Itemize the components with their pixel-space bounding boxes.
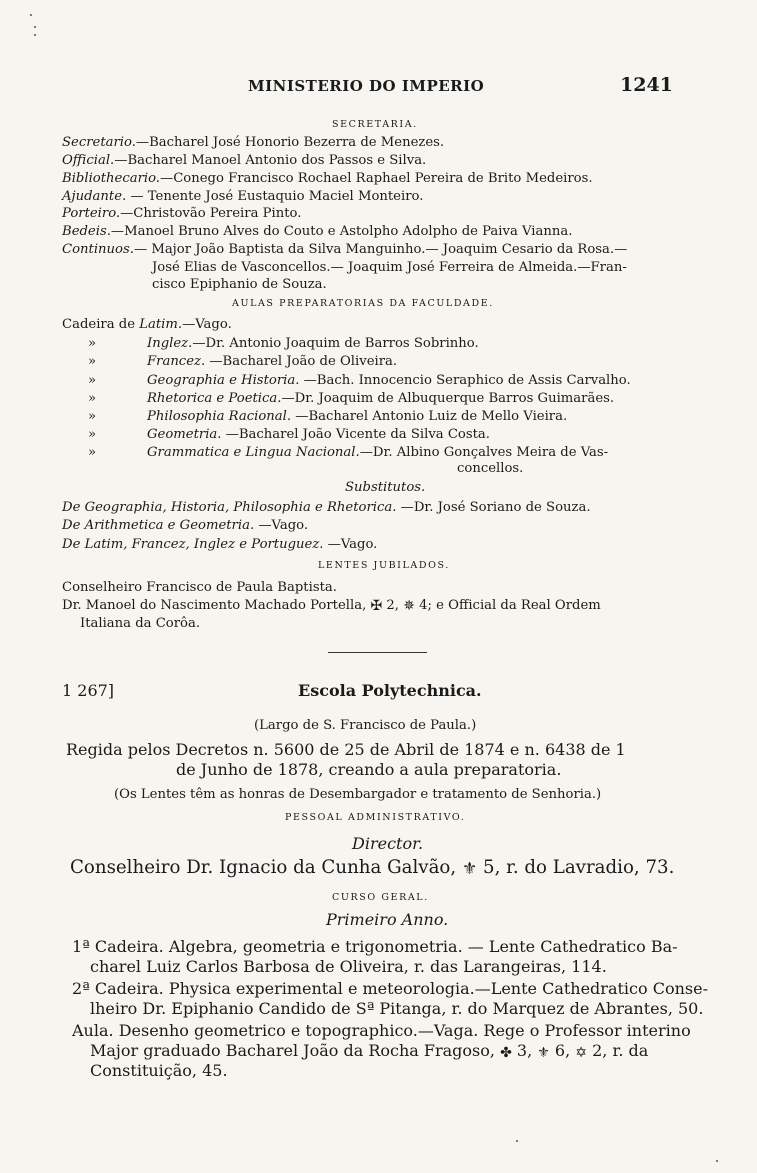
staff-text: —Conego Francisco Rochael Raphael Pereira de Brito Medeiros. — [160, 171, 593, 186]
cadeira-subject: Latim. — [139, 317, 183, 332]
order-value: 3, — [516, 1041, 533, 1060]
course-entry-continuation — [90, 1041, 648, 1061]
cadeira-continuation: concellos. — [457, 461, 524, 476]
substituto-entry — [62, 537, 377, 552]
jubilado-continuation: Italiana da Corôa. — [80, 616, 201, 631]
cadeira-text: —Bacharel João de Oliveira. — [205, 354, 398, 369]
substituto-text: —Dr. José Soriano de Souza. — [396, 500, 591, 515]
course-entry: 2ª Cadeira. Physica experimental e meteorologia.—Lente Cathedratico Conse- — [72, 979, 708, 998]
print-speck — [30, 14, 32, 16]
running-header-title: MINISTERIO DO IMPERIO — [248, 77, 485, 95]
staff-entry-continuation: cisco Epiphanio de Souza. — [152, 277, 327, 292]
staff-role: Porteiro. — [62, 206, 121, 221]
staff-text: —Bacharel Manoel Antonio dos Passos e Silva. — [114, 153, 427, 168]
regulation-text: Regida pelos Decretos n. 5600 de 25 de Abril de 1874 e n. 6438 de 1 — [66, 740, 626, 759]
cadeira-subject: Francez. — [147, 354, 206, 369]
cadeira-text: —Dr. Albino Gonçalves Meira de Vas- — [359, 445, 609, 460]
jubilado-entry: Conselheiro Francisco de Paula Baptista. — [62, 580, 337, 595]
section-heading-jubilados: LENTES JUBILADOS. — [318, 560, 450, 571]
director-entry — [70, 857, 674, 879]
cadeira-subject: Philosophia Racional. — [147, 409, 292, 424]
staff-role: Continuos. — [62, 242, 134, 257]
cadeira-entry — [147, 391, 614, 406]
page-number: 1241 — [620, 74, 673, 96]
staff-entry — [62, 242, 627, 257]
course-entry-continuation: Constituição, 45. — [90, 1061, 228, 1080]
order-star-icon: ✵ — [403, 598, 415, 614]
ditto-mark: » — [88, 354, 97, 369]
jubilado-entry — [62, 598, 601, 614]
jubilado-value: 2, — [386, 598, 399, 613]
course-entry: 1ª Cadeira. Algebra, geometria e trigonometria. — Lente Cathedratico Ba- — [72, 937, 678, 956]
staff-text: —Christovão Pereira Pinto. — [120, 206, 302, 221]
section-heading-curso: CURSO GERAL. — [332, 892, 429, 903]
cadeira-text: —Dr. Antonio Joaquim de Barros Sobrinho. — [192, 336, 479, 351]
staff-text: — Major João Baptista da Silva Manguinho.— Joaquim Cesario da Rosa.— — [133, 242, 628, 257]
course-entry-continuation: charel Luiz Carlos Barbosa de Oliveira, r. das Larangeiras, 114. — [90, 957, 607, 976]
cadeira-prefix: Cadeira de — [62, 317, 140, 332]
course-entry-continuation: lheiro Dr. Epiphanio Candido de Sª Pitanga, r. do Marquez de Abrantes, 50. — [90, 999, 704, 1018]
institution-title: Escola Polytechnica. — [298, 681, 482, 700]
order-badge-icon: ⚜ — [461, 859, 478, 879]
cadeira-text: —Bacharel Antonio Luiz de Mello Vieira. — [291, 409, 568, 424]
entry-number: 1 267] — [62, 681, 115, 700]
cadeira-entry — [147, 427, 490, 442]
jubilado-value: 4; e Official da Real Ordem — [419, 598, 601, 613]
cadeira-subject: Geometria. — [147, 427, 222, 442]
institution-address: (Largo de S. Francisco de Paula.) — [254, 718, 477, 733]
ditto-mark: » — [88, 427, 97, 442]
staff-text: — Tenente José Eustaquio Maciel Monteiro. — [126, 189, 424, 204]
staff-text: —Bacharel José Honorio Bezerra de Menezes. — [135, 135, 445, 150]
substituto-subject: De Arithmetica e Geometria. — [62, 518, 255, 533]
substituto-entry — [62, 518, 308, 533]
order-value: 6, — [554, 1041, 571, 1060]
professor-name: Major graduado Bacharel João da Rocha Fragoso, — [90, 1041, 495, 1060]
order-badge-icon: ⚜ — [537, 1045, 550, 1061]
director-heading: Director. — [352, 834, 424, 853]
section-heading-substitutos: Substitutos. — [345, 480, 426, 495]
lentes-note: (Os Lentes têm as honras de Desembargador e tratamento de Senhoria.) — [114, 787, 602, 802]
substituto-subject: De Latim, Francez, Inglez e Portuguez. — [62, 537, 324, 552]
staff-role: Bedeis. — [62, 224, 111, 239]
year-heading: Primeiro Anno. — [326, 910, 449, 929]
ditto-mark: » — [88, 445, 97, 460]
cadeira-entry — [147, 373, 631, 388]
staff-role: Secretario. — [62, 135, 136, 150]
print-speck — [34, 26, 36, 28]
print-speck — [34, 34, 36, 36]
cadeira-subject: Grammatica e Lingua Nacional. — [147, 445, 360, 460]
order-star-icon: ✡ — [575, 1045, 588, 1061]
cadeira-text: —Vago. — [182, 317, 232, 332]
staff-entry-continuation: José Elias de Vasconcellos.— Joaquim José Ferreira de Almeida.—Fran- — [152, 260, 627, 275]
regulation-text: de Junho de 1878, creando a aula preparatoria. — [176, 760, 562, 779]
jubilado-name: Dr. Manoel do Nascimento Machado Portella, — [62, 598, 367, 613]
ditto-mark: » — [88, 336, 97, 351]
staff-entry — [62, 206, 301, 221]
section-heading-secretaria: SECRETARIA. — [332, 119, 418, 130]
cadeira-subject: Geographia e Historia. — [147, 373, 300, 388]
section-heading-pessoal: PESSOAL ADMINISTRATIVO. — [285, 812, 466, 823]
section-heading-aulas: AULAS PREPARATORIAS DA FACULDADE. — [232, 298, 494, 309]
substituto-entry — [62, 500, 591, 515]
substituto-subject: De Geographia, Historia, Philosophia e Rhetorica. — [62, 500, 397, 515]
order-cross-icon: ✤ — [500, 1045, 512, 1061]
section-divider — [328, 652, 427, 653]
staff-entry — [62, 171, 593, 186]
ditto-mark: » — [88, 373, 97, 388]
cadeira-text: —Bacharel João Vicente da Silva Costa. — [221, 427, 490, 442]
order-value: 2, r. da — [592, 1041, 649, 1060]
staff-entry — [62, 224, 572, 239]
cadeira-entry — [147, 409, 567, 424]
cadeira-subject: Rhetorica e Poetica. — [147, 391, 282, 406]
staff-entry — [62, 153, 426, 168]
staff-role: Official. — [62, 153, 115, 168]
director-name: Conselheiro Dr. Ignacio da Cunha Galvão, — [70, 857, 457, 878]
substituto-text: —Vago. — [254, 518, 309, 533]
order-cross-icon: ✠ — [370, 598, 383, 614]
staff-role: Bibliothecario. — [62, 171, 160, 186]
cadeira-entry — [147, 354, 397, 369]
course-entry: Aula. Desenho geometrico e topographico.—Vaga. Rege o Professor interino — [72, 1021, 691, 1040]
print-speck — [516, 1140, 518, 1142]
staff-entry — [62, 135, 444, 150]
staff-entry — [62, 189, 423, 204]
cadeira-text: —Bach. Innocencio Seraphico de Assis Carvalho. — [299, 373, 631, 388]
ditto-mark: » — [88, 391, 97, 406]
cadeira-entry — [147, 445, 608, 460]
cadeira-entry — [147, 336, 479, 351]
cadeira-text: —Dr. Joaquim de Albuquerque Barros Guimarães. — [281, 391, 615, 406]
staff-text: —Manoel Bruno Alves do Couto e Astolpho Adolpho de Paiva Vianna. — [110, 224, 573, 239]
cadeira-subject: Inglez. — [147, 336, 193, 351]
director-address: 5, r. do Lavradio, 73. — [483, 857, 675, 878]
substituto-text: —Vago. — [323, 537, 378, 552]
cadeira-entry — [62, 317, 232, 332]
ditto-mark: » — [88, 409, 97, 424]
staff-role: Ajudante. — [62, 189, 127, 204]
print-speck — [716, 1160, 718, 1162]
